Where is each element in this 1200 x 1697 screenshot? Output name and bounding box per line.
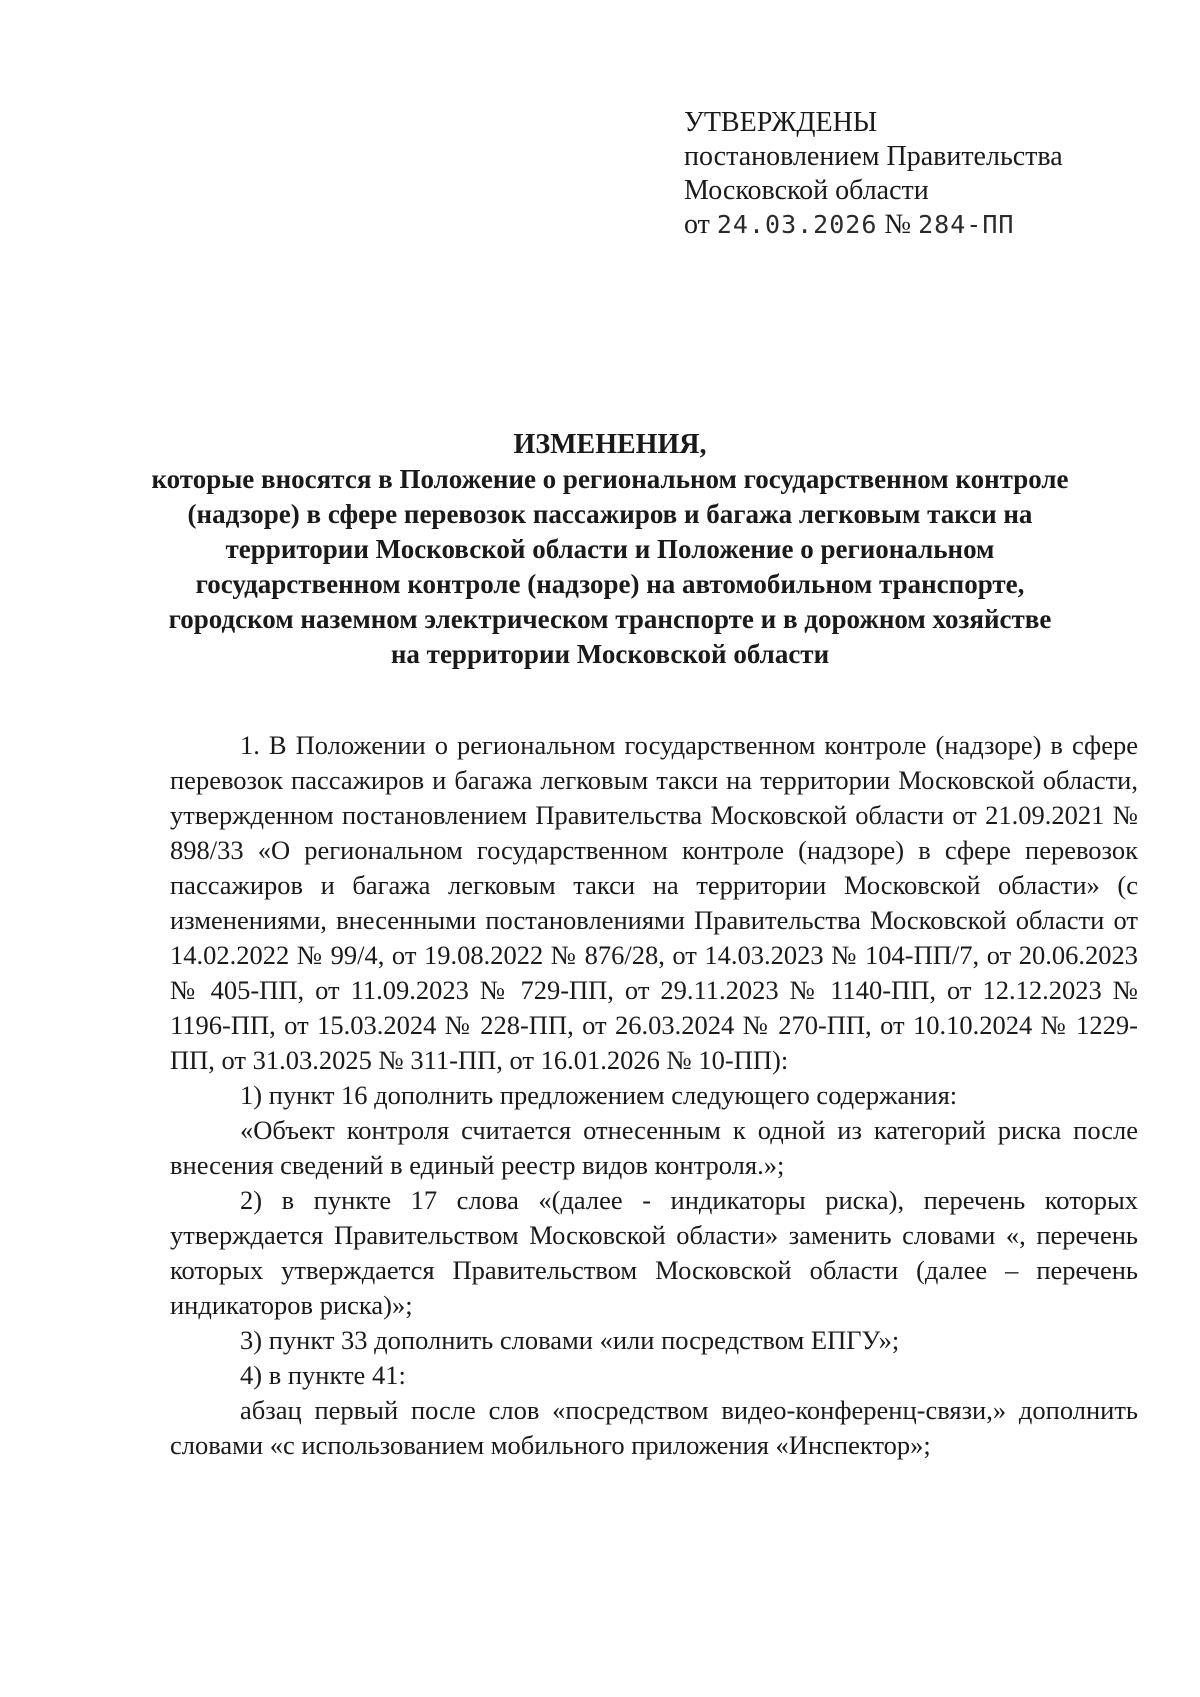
paragraph-section-1: 1. В Положении о региональном государственном контроле (надзоре) в сфере перевозок пассажиров и багажа легковым такси на территории Московской области, утвержденном постановлением Правительства Московской области от 21.09.2021 № 898/33 «О региональном государственном контроле (надзоре) в сфере перевозок пассажиров и багажа легковым такси на территории Московской области» (с изменениями, внесенными постановлениями Правительства Московской области от 14.02.2022 № 99/4, от 19.08.2022 № 876/28, от 14.03.2023 № 104-ПП/7, от 20.06.2023 № 405-ПП, от 11.09.2023 № 729-ПП, от 29.11.2023 № 1140-ПП, от 12.12.2023 № 1196-ПП, от 15.03.2024 № 228-ПП, от 26.03.2024 № 270-ПП, от 10.10.2024 № 1229-ПП, от 31.03.2025 № 311-ПП, от 16.01.2026 № 10-ПП): [170, 730, 1138, 1075]
title-line: территории Московской области и Положение о региональном [225, 534, 995, 564]
approval-date: 24.03.2026 [716, 210, 878, 239]
title-line: (надзоре) в сфере перевозок пассажиров и багажа легковым такси на [187, 499, 1033, 529]
approval-region-line: Московской области [684, 175, 929, 206]
document-body [170, 728, 1138, 1463]
paragraph-item-1: 1) пункт 16 дополнить предложением следующего содержания: [240, 1080, 958, 1110]
title-line: на территории Московской области [390, 639, 830, 669]
approval-date-number-line [684, 208, 1164, 242]
approval-number-sign: № [884, 209, 912, 240]
document-title [150, 427, 1070, 672]
paragraph-item-2: 2) в пункте 17 слова «(далее - индикаторы риска), перечень которых утверждается Правительством Московской области» заменить словами «, перечень которых утверждается Правительством Московской области (далее – перечень индикаторов риска)»; [170, 1185, 1138, 1320]
approval-issuer-line: постановлением Правительства [684, 141, 1063, 172]
approval-number: 284-ПП [918, 210, 1015, 239]
paragraph-item-4: 4) в пункте 41: [240, 1360, 406, 1390]
approval-title: УТВЕРЖДЕНЫ [684, 107, 878, 138]
title-line: которые вносятся в Положение о региональном государственном контроле [151, 464, 1069, 494]
paragraph-item-3: 3) пункт 33 дополнить словами «или посредством ЕПГУ»; [240, 1325, 900, 1355]
approval-block [684, 106, 1164, 242]
approval-from-label: от [684, 209, 710, 240]
title-heading: ИЗМЕНЕНИЯ, [513, 429, 707, 460]
paragraph-item-4-subparagraph: абзац первый после слов «посредством видео-конференц-связи,» дополнить словами «с использованием мобильного приложения «Инспектор»; [170, 1395, 1138, 1460]
title-line: городском наземном электрическом транспорте и в дорожном хозяйстве [168, 604, 1052, 634]
paragraph-quote-item-1: «Объект контроля считается отнесенным к одной из категорий риска после внесения сведений в единый реестр видов контроля.»; [170, 1115, 1138, 1180]
title-line: государственном контроле (надзоре) на автомобильном транспорте, [195, 569, 1025, 599]
